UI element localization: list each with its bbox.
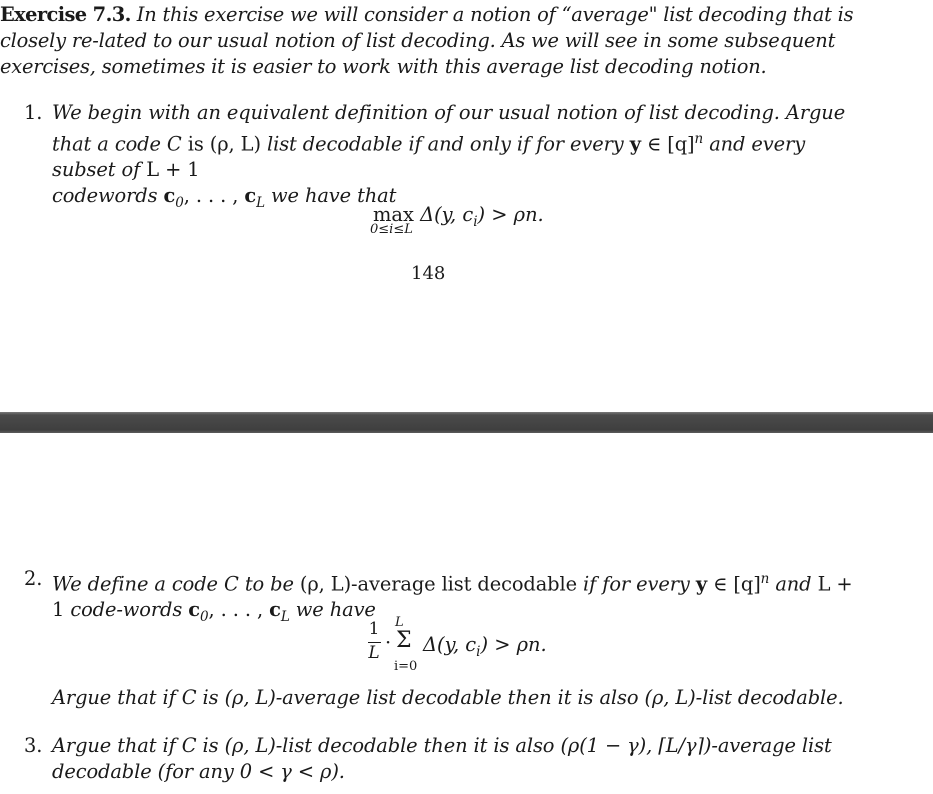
math-c0-sub: 0 — [175, 195, 184, 212]
math-n-sup: n — [760, 571, 770, 587]
eq2-dot: · — [385, 631, 392, 654]
eq1-range: 0≤i≤L — [370, 222, 413, 237]
exercise-intro — [0, 2, 858, 80]
item-number: 1. — [24, 101, 43, 124]
page-divider — [0, 412, 933, 433]
eq2-numerator: 1 — [368, 619, 380, 639]
eq2-denominator: L — [368, 643, 380, 663]
item-1-text-b: list decodable if and only if for every — [260, 132, 630, 156]
eq1-tail: ) > ρn. — [477, 203, 544, 226]
page-number: 148 — [411, 263, 446, 284]
eq2-body: Δ(y, c — [423, 633, 477, 656]
item-1-body — [52, 100, 860, 216]
item-number: 3. — [24, 734, 43, 757]
eq2-sub-i: i — [476, 643, 481, 660]
math-c: C — [224, 572, 239, 596]
math-y: y — [695, 572, 708, 596]
math-l-plus-1: L + 1 — [52, 572, 853, 622]
math-c0: c — [163, 184, 176, 208]
list-item-2 — [24, 566, 860, 630]
math-cl: c — [269, 598, 281, 622]
math-y: y — [629, 132, 641, 156]
item-2-follow-text: Argue that if C is (ρ, L)-average list decodable then it is also (ρ, L)-list decodable. — [52, 686, 844, 709]
math-cl: c — [244, 184, 257, 208]
eq2-sum-bottom: i=0 — [394, 659, 418, 674]
exercise-intro-text: In this exercise we will consider a notion of “average" list decoding that is closely re-lated to our usual notion of list decoding. As we will see in some subsequent exercises, sometimes it is easier to work with this average list decoding notion. — [0, 3, 854, 78]
math-l-plus-1: L + 1 — [146, 158, 200, 182]
item-2-follow — [24, 685, 860, 711]
item-number: 2. — [24, 567, 43, 590]
page-bottom — [0, 433, 933, 794]
eq1-body: Δ(y, c — [420, 203, 474, 226]
math-in-qn: ∈ [q] — [640, 132, 695, 156]
equation-2 — [423, 633, 547, 660]
item-2-text-a: We define a code — [52, 572, 224, 596]
item-2-text-d: if for every — [576, 572, 696, 596]
item-2-text-g: we have — [289, 598, 376, 622]
list-item-3 — [24, 733, 860, 785]
item-2-text-c: -average list decodable — [351, 572, 577, 596]
item-1-text-a: We begin with an equivalent definition of our usual notion of list decoding. Argue that a code — [52, 101, 846, 156]
item-3-text: Argue that if C is (ρ, L)-list decodable then it is also (ρ(1 − γ), ⌈L/γ⌉)-average list decodable (for any 0 < γ < ρ). — [52, 734, 832, 783]
eq2-sum: Σ — [396, 628, 412, 653]
item-2-text-f: code-words — [64, 598, 189, 622]
item-2-text-b: to be — [238, 572, 300, 596]
list-item-1 — [24, 100, 860, 216]
math-rho-l: (ρ, L) — [299, 572, 352, 596]
eq2-tail: ) > ρn. — [480, 633, 547, 656]
item-1-text-e: we have that — [264, 184, 397, 208]
item-1-text-c: and every subset of — [52, 132, 806, 182]
math-is: is — [187, 132, 204, 156]
math-dots: , . . . , — [183, 184, 245, 208]
exercise-label: Exercise 7.3. — [0, 3, 131, 26]
math-c0-sub: 0 — [199, 609, 209, 626]
item-2-text-e: and — [769, 572, 818, 596]
eq1-sub-i: i — [473, 213, 478, 230]
math-dots: , . . . , — [208, 598, 270, 622]
eq2-sum-top: L — [395, 615, 404, 630]
eq1-max: max — [373, 203, 414, 226]
math-cl-sub: L — [256, 195, 265, 212]
item-2-body — [52, 566, 860, 630]
math-rho-l: (ρ, L) — [209, 132, 261, 156]
math-c: C — [166, 132, 182, 156]
item-1-text-d: codewords — [52, 184, 164, 208]
math-cl-sub: L — [280, 609, 290, 626]
math-in-qn: ∈ [q] — [707, 572, 761, 596]
math-c0: c — [188, 598, 200, 622]
math-n-sup: n — [694, 131, 704, 147]
